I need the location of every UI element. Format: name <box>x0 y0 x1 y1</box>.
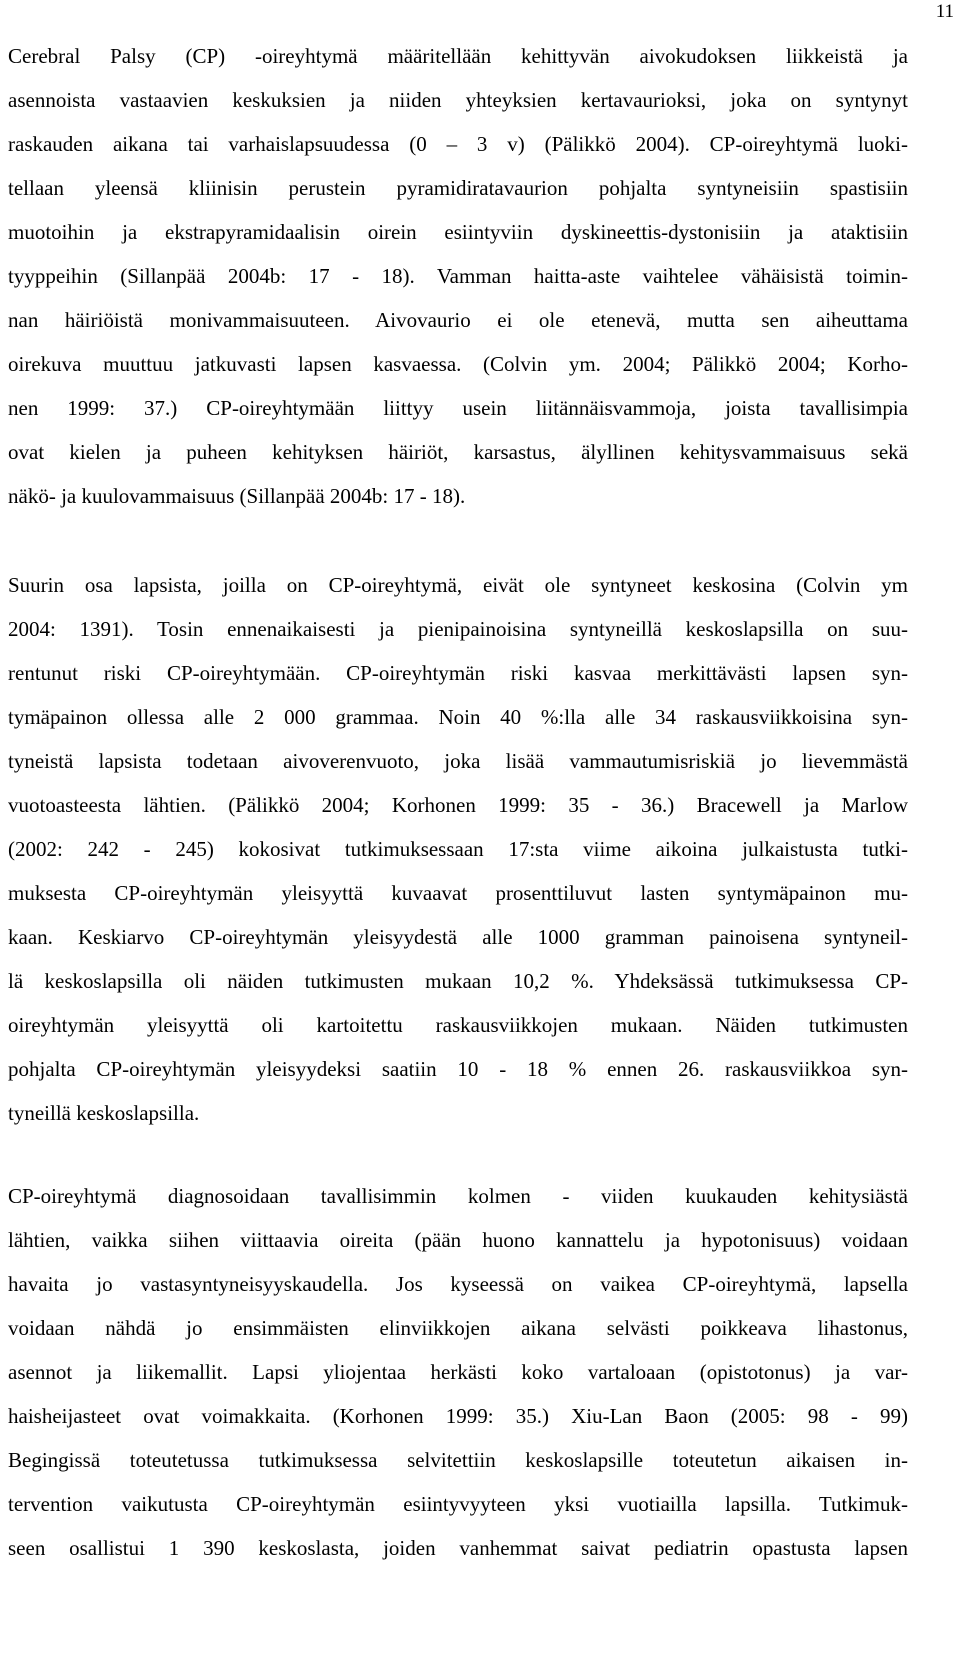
text-line: (2002: 242 - 245) kokosivat tutkimuksessaan 17:sta viime aikoina julkaistusta tutki- <box>8 837 908 861</box>
text-line: Begingissä toteutetussa tutkimuksessa selvitettiin keskoslapsille toteutetun aikaisen in- <box>8 1448 908 1472</box>
text-line: seen osallistui 1 390 keskoslasta, joiden vanhemmat saivat pediatrin opastusta lapsen <box>8 1536 908 1560</box>
text-line: tervention vaikutusta CP-oireyhtymän esiintyvyyteen yksi vuotiailla lapsilla. Tutkimuk- <box>8 1492 908 1516</box>
text-line: ovat kielen ja puheen kehityksen häiriöt, karsastus, älyllinen kehitysvammaisuus sekä <box>8 440 908 464</box>
text-line: kaan. Keskiarvo CP-oireyhtymän yleisyydestä alle 1000 gramman painoisena syntyneil- <box>8 925 908 949</box>
text-line: pohjalta CP-oireyhtymän yleisyydeksi saatiin 10 - 18 % ennen 26. raskausviikkoa syn- <box>8 1057 908 1081</box>
text-line: rentunut riski CP-oireyhtymään. CP-oireyhtymän riski kasvaa merkittävästi lapsen syn- <box>8 661 908 685</box>
paragraph-prematurity-risk <box>8 563 908 1135</box>
text-line: raskauden aikana tai varhaislapsuudessa (0 – 3 v) (Pälikkö 2004). CP-oireyhtymä luoki- <box>8 132 908 156</box>
paragraph-cp-definition <box>8 34 908 518</box>
text-line: havaita jo vastasyntyneisyyskaudella. Jos kyseessä on vaikea CP-oireyhtymä, lapsella <box>8 1272 908 1296</box>
text-line: haisheijasteet ovat voimakkaita. (Korhonen 1999: 35.) Xiu-Lan Baon (2005: 98 - 99) <box>8 1404 908 1428</box>
text-line: voidaan nähdä jo ensimmäisten elinviikkojen aikana selvästi poikkeava lihastonus, <box>8 1316 908 1340</box>
text-line: Suurin osa lapsista, joilla on CP-oireyhtymä, eivät ole syntyneet keskosina (Colvin ym <box>8 573 908 597</box>
text-line: näkö- ja kuulovammaisuus (Sillanpää 2004b: 17 - 18). <box>8 484 466 508</box>
text-line: muotoihin ja ekstrapyramidaalisin oirein esiintyviin dyskineettis-dystonisiin ja ataktisiin <box>8 220 908 244</box>
paragraph-diagnosis <box>8 1174 908 1570</box>
text-line: tellaan yleensä kliinisin perustein pyramidiratavaurion pohjalta syntyneisiin spastisiin <box>8 176 908 200</box>
text-line: lähtien, vaikka siihen viittaavia oireita (pään huono kannattelu ja hypotonisuus) voidaan <box>8 1228 908 1252</box>
text-line: muksesta CP-oireyhtymän yleisyyttä kuvaavat prosenttiluvut lasten syntymäpainon mu- <box>8 881 908 905</box>
text-line: 2004: 1391). Tosin ennenaikaisesti ja pienipainoisina syntyneillä keskoslapsilla on suu- <box>8 617 908 641</box>
text-line: tyneistä lapsista todetaan aivoverenvuoto, joka lisää vammautumisriskiä jo lievemmästä <box>8 749 908 773</box>
text-line: tymäpainon ollessa alle 2 000 grammaa. Noin 40 %:lla alle 34 raskausviikkoisina syn- <box>8 705 908 729</box>
text-line: Cerebral Palsy (CP) -oireyhtymä määritellään kehittyvän aivokudoksen liikkeistä ja <box>8 44 908 68</box>
text-line: oireyhtymän yleisyyttä oli kartoitettu raskausviikkojen mukaan. Näiden tutkimusten <box>8 1013 908 1037</box>
text-line: nen 1999: 37.) CP-oireyhtymään liittyy usein liitännäisvammoja, joista tavallisimpia <box>8 396 908 420</box>
text-line: tyyppeihin (Sillanpää 2004b: 17 - 18). Vamman haitta-aste vaihtelee vähäisistä toimin- <box>8 264 908 288</box>
text-line: tyneillä keskoslapsilla. <box>8 1101 200 1125</box>
text-line: vuotoasteesta lähtien. (Pälikkö 2004; Korhonen 1999: 35 - 36.) Bracewell ja Marlow <box>8 793 908 817</box>
text-line: asennoista vastaavien keskuksien ja niiden yhteyksien kertavaurioksi, joka on syntynyt <box>8 88 908 112</box>
page-number: 11 <box>935 1 954 22</box>
text-line: lä keskoslapsilla oli näiden tutkimusten mukaan 10,2 %. Yhdeksässä tutkimuksessa CP- <box>8 969 908 993</box>
text-line: asennot ja liikemallit. Lapsi yliojentaa herkästi koko vartaloaan (opistotonus) ja var- <box>8 1360 908 1384</box>
text-line: nan häiriöistä monivammaisuuteen. Aivovaurio ei ole etenevä, mutta sen aiheuttama <box>8 308 908 332</box>
text-line: CP-oireyhtymä diagnosoidaan tavallisimmin kolmen - viiden kuukauden kehitysiästä <box>8 1184 908 1208</box>
text-line: oirekuva muuttuu jatkuvasti lapsen kasvaessa. (Colvin ym. 2004; Pälikkö 2004; Korho- <box>8 352 908 376</box>
